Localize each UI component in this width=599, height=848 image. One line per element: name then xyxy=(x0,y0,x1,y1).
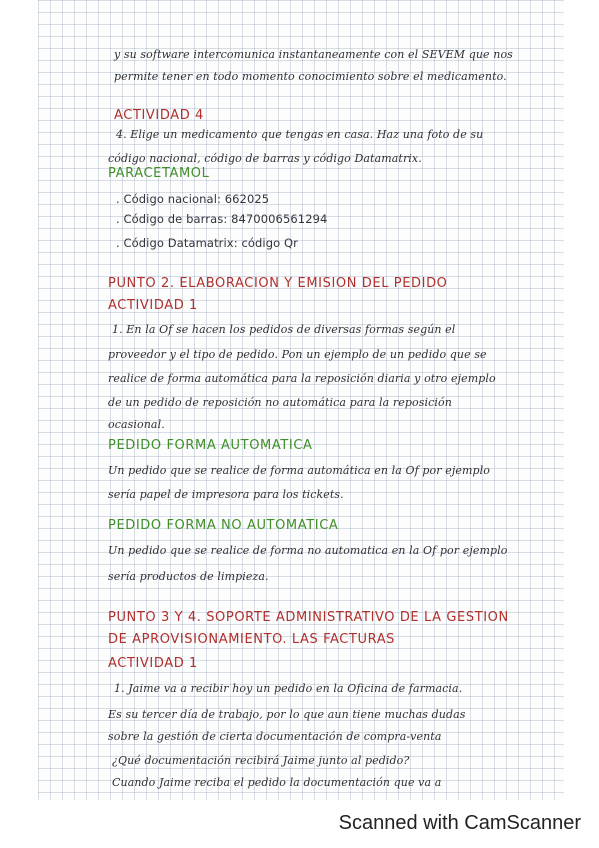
text-line: y su software intercomunica instantaneamente con el SEVEM que nos xyxy=(114,48,513,61)
code-line: . Código nacional: 662025 xyxy=(116,192,270,206)
text-line: código nacional, código de barras y código Datamatrix. xyxy=(108,152,422,165)
text-line: 1. Jaime va a recibir hoy un pedido en la Oficina de farmacia. xyxy=(114,682,463,695)
text-line: Es su tercer día de trabajo, por lo que aun tiene muchas dudas xyxy=(108,708,466,721)
heading-actividad-1b: ACTIVIDAD 1 xyxy=(108,656,198,671)
heading-punto-3-4: PUNTO 3 Y 4. SOPORTE ADMINISTRATIVO DE LA GESTION xyxy=(108,610,509,625)
code-line: . Código de barras: 8470006561294 xyxy=(116,212,328,226)
text-line: ¿Qué documentación recibirá Jaime junto al pedido? xyxy=(112,754,410,767)
scanner-watermark: Scanned with CamScanner xyxy=(338,812,581,834)
text-line: permite tener en todo momento conocimiento sobre el medicamento. xyxy=(114,70,507,83)
heading-actividad-4: ACTIVIDAD 4 xyxy=(114,108,204,123)
text-line: Un pedido que se realice de forma automática en la Of por ejemplo xyxy=(108,464,490,477)
text-line: ocasional. xyxy=(108,418,165,431)
notebook-page xyxy=(38,0,564,800)
text-line: realice de forma automática para la reposición diaria y otro ejemplo xyxy=(108,372,496,385)
code-line: . Código Datamatrix: código Qr xyxy=(116,236,298,250)
text-line: 4. Elige un medicamento que tengas en casa. Haz una foto de su xyxy=(116,128,484,141)
text-line: Un pedido que se realice de forma no automatica en la Of por ejemplo xyxy=(108,544,508,557)
text-line: sería productos de limpieza. xyxy=(108,570,269,583)
heading-punto-2: PUNTO 2. ELABORACION Y EMISION DEL PEDIDO xyxy=(108,276,448,291)
text-line: sobre la gestión de cierta documentación de compra-venta xyxy=(108,730,442,743)
heading-pedido-automatico: PEDIDO FORMA AUTOMATICA xyxy=(108,438,313,453)
text-line: Cuando Jaime reciba el pedido la documentación que va a xyxy=(112,776,442,789)
heading-paracetamol: PARACETAMOL xyxy=(108,166,210,181)
text-line: proveedor y el tipo de pedido. Pon un ejemplo de un pedido que se xyxy=(108,348,487,361)
text-line: de un pedido de reposición no automática para la reposición xyxy=(108,396,452,409)
text-line: 1. En la Of se hacen los pedidos de diversas formas según el xyxy=(112,323,456,336)
heading-pedido-no-automatico: PEDIDO FORMA NO AUTOMATICA xyxy=(108,518,339,533)
heading-actividad-1: ACTIVIDAD 1 xyxy=(108,298,198,313)
text-line: sería papel de impresora para los tickets. xyxy=(108,488,344,501)
heading-punto-3-4-cont: DE APROVISIONAMIENTO. LAS FACTURAS xyxy=(108,632,396,647)
